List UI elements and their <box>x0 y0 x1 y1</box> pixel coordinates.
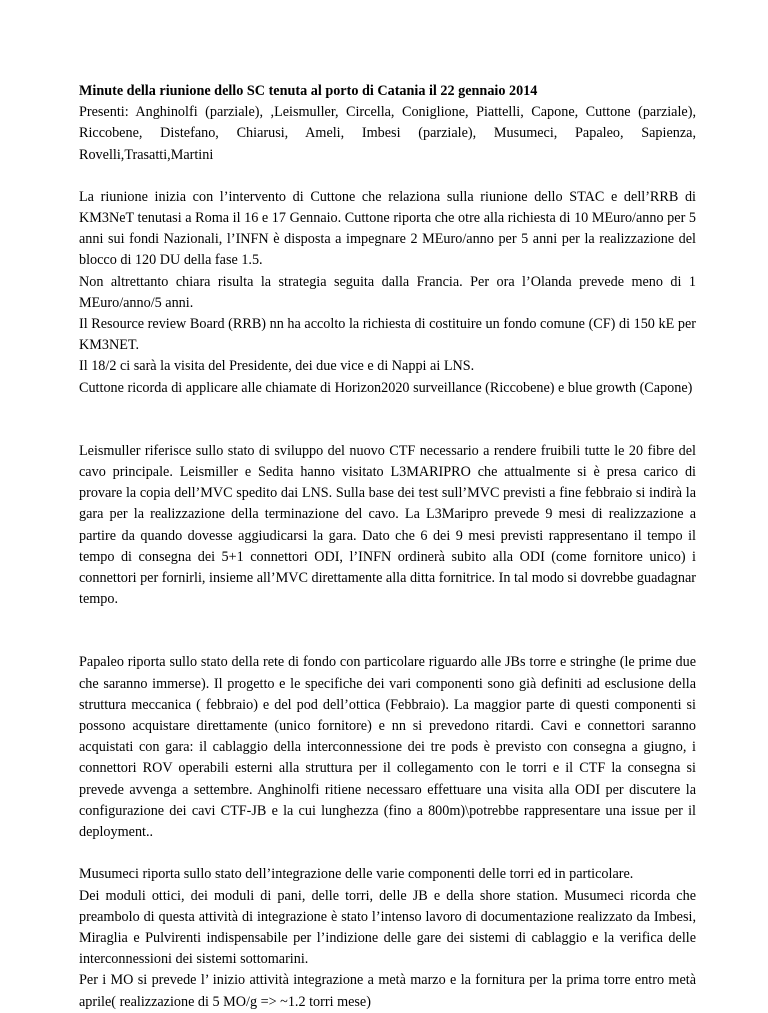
paragraph: Il 18/2 ci sarà la visita del Presidente, dei due vice e di Nappi ai LNS. <box>79 358 475 375</box>
section-leismuller-report: Leismuller riferisce sullo stato di sviluppo del nuovo CTF necessario a rendere fruibili tutte le 20 fibre del cavo principale. Leismiller e Sedita hanno visitato L3MARIPRO che attualmente si è presa carico di provare la copia dell’MVC spedito dai LNS. Sulla base dei test sull’MVC previsti a fine febbraio si indirà la gara per la realizzazione della terminazione del cavo. La L3Maripro prevede 9 mesi di realizzazione a partire da quando dovesse aggiudicarsi la gara. Dato che 6 dei 9 mesi previsti rappresentano il tempo il tempo di consegna dei 5+1 connettori ODI, l’INFN ordinerà subito alla ODI (come fornitore unico) i connettori per fornirli, insieme all’MVC direttamente alla ditta fornitrice. In tal modo si dovrebbe guadagnar tempo. <box>79 442 696 608</box>
spacer <box>79 843 696 864</box>
spacer <box>79 610 696 652</box>
attendees-paragraph: Presenti: Anghinolfi (parziale), ,Leismuller, Circella, Coniglione, Piattelli, Capone, Cuttone (parziale), Riccobene, Distefano, Chiarusi, Ameli, Imbesi (parziale), Musumeci, Papaleo, Sapienza, Rovelli,Trasatti,Martini <box>79 104 696 163</box>
paragraph: La riunione inizia con l’intervento di Cuttone che relaziona sulla riunione dello STAC e dell’RRB di KM3NeT tenutasi a Roma il 16 e 17 Gennaio. Cuttone riporta che otre alla richiesta di 10 MEuro/anno per 5 anni sui fondi Nazionali, l’INFN è disposta a impegnare 2 MEuro/anno per 5 anni per la realizzazione del blocco di 120 DU della fase 1.5. <box>79 188 696 269</box>
document-title: Minute della riunione dello SC tenuta al porto di Catania il 22 gennaio 2014 <box>79 83 538 99</box>
spacer <box>79 166 696 187</box>
paragraph: Il Resource review Board (RRB) nn ha accolto la richiesta di costituire un fondo comune (CF) di 150 kE per KM3NET. <box>79 316 696 354</box>
section-cuttone-report <box>79 187 696 399</box>
paragraph: Dei moduli ottici, dei moduli di pani, delle torri, delle JB e della shore station. Musumeci ricorda che preambolo di questa attività di integrazione è stato l’intenso lavoro di documentazione realizzato da Imbesi, Miraglia e Pulvirenti indispensabile per l’indizione delle gare dei sistemi di cablaggio e la verifica delle interconnessioni dei sistemi sottomarini. <box>79 887 696 968</box>
section-papaleo-report: Papaleo riporta sullo stato della rete di fondo con particolare riguardo alle JBs torre e stringhe (le prime due che saranno immerse). Il progetto e le specifiche dei vari componenti sono già definiti ad esclusione della struttura meccanica ( febbraio) e del pod dell’ottica (Febbraio). La maggior parte di questi componenti si possono acquistare direttamente (unico fornitore) e nn si prevedono ritardi. Cavi e connettori saranno acquistati con gara: il cablaggio della interconnessione dei tre pods è previsto con consegna a giugno, i connettori ROV operabili esterni alla struttura per il collegamento con le torri e il CTF la consegna si prevede avvenga a settembre. Anghinolfi ritiene necessaro effettuare una visita alla ODI per discutere la configurazione dei cavi CTF-JB e la cui lunghezza (fino a 800m)\potrebbe rappresentare una issue per il deployment.. <box>79 654 696 841</box>
paragraph: Per i MO si prevede l’ inizio attività integrazione a metà marzo e la fornitura per la prima torre entro metà aprile( realizzazione di 5 MO/g => ~1.2 torri mese) <box>79 972 696 1010</box>
paragraph: Cuttone ricorda di applicare alle chiamate di Horizon2020 surveillance (Riccobene) e blue growth (Capone) <box>79 379 693 396</box>
section-musumeci-report <box>79 864 696 1012</box>
spacer <box>79 399 696 441</box>
paragraph: Non altrettanto chiara risulta la strategia seguita dalla Francia. Per ora l’Olanda prevede meno di 1 MEuro/anno/5 anni. <box>79 273 696 311</box>
paragraph: Musumeci riporta sullo stato dell’integrazione delle varie componenti delle torri ed in particolare. <box>79 866 634 883</box>
